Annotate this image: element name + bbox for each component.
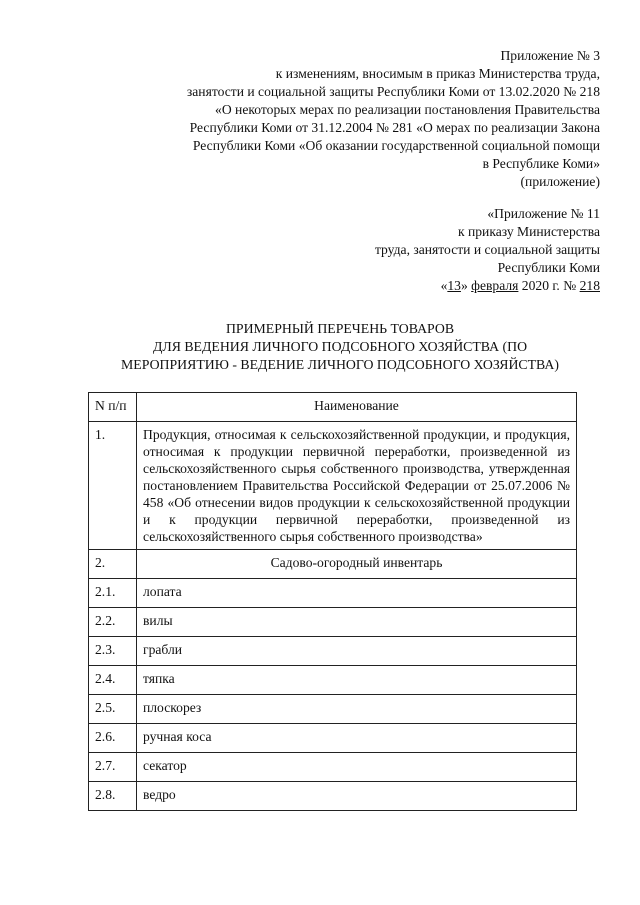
appendix-line: в Республике Коми» bbox=[482, 156, 600, 171]
table-row bbox=[89, 782, 577, 811]
reference-line: «Приложение № 11 bbox=[487, 206, 600, 221]
table-row bbox=[89, 753, 577, 782]
header-num: N п/п bbox=[89, 393, 137, 422]
appendix-line: занятости и социальной защиты Республики Коми от 13.02.2020 № 218 bbox=[186, 84, 600, 99]
order-number: 218 bbox=[579, 278, 600, 293]
row-text: лопата bbox=[137, 579, 577, 608]
appendix-line: к изменениям, вносимым в приказ Министерства труда, bbox=[275, 66, 600, 81]
row-num: 2.5. bbox=[89, 695, 137, 724]
table-row bbox=[89, 550, 577, 579]
appendix-line: Приложение № 3 bbox=[500, 48, 600, 63]
table-row bbox=[89, 724, 577, 753]
title-line: ПРИМЕРНЫЙ ПЕРЕЧЕНЬ ТОВАРОВ bbox=[225, 321, 455, 336]
goods-table bbox=[88, 392, 577, 811]
date-close-quote: » bbox=[460, 278, 472, 293]
appendix-line: «О некоторых мерах по реализации постановления Правительства bbox=[215, 102, 600, 117]
table-header-row bbox=[89, 393, 577, 422]
row-text: плоскорез bbox=[137, 695, 577, 724]
order-reference bbox=[375, 205, 600, 295]
table-row bbox=[89, 637, 577, 666]
row-num: 2. bbox=[89, 550, 137, 579]
reference-line: труда, занятости и социальной защиты bbox=[374, 242, 600, 257]
appendix-line: (приложение) bbox=[520, 174, 600, 189]
table-row bbox=[89, 579, 577, 608]
document-title bbox=[90, 320, 590, 374]
row-num: 2.3. bbox=[89, 637, 137, 666]
table-row bbox=[89, 666, 577, 695]
row-text: ведро bbox=[137, 782, 577, 811]
date-open-quote: « bbox=[440, 278, 448, 293]
date-day: 13 bbox=[447, 278, 461, 293]
row-num: 2.6. bbox=[89, 724, 137, 753]
table-row bbox=[89, 695, 577, 724]
row-num: 2.7. bbox=[89, 753, 137, 782]
row-text: вилы bbox=[137, 608, 577, 637]
appendix-line: Республики Коми от 31.12.2004 № 281 «О мерах по реализации Закона bbox=[189, 120, 600, 135]
reference-date-line bbox=[375, 277, 600, 295]
date-year: 2020 г. № bbox=[518, 278, 580, 293]
reference-line: к приказу Министерства bbox=[457, 224, 600, 239]
appendix-line: Республики Коми «Об оказании государственной социальной помощи bbox=[192, 138, 600, 153]
row-num: 2.8. bbox=[89, 782, 137, 811]
reference-line: Республики Коми bbox=[497, 260, 600, 275]
table-row bbox=[89, 422, 577, 550]
row-text: Продукция, относимая к сельскохозяйственной продукции, и продукция, относимая к продукции первичной переработки, произведенной из сельскохозяйственного сырья собственного производства, утвержденная постановлением Правительства Российской Федерации от 25.07.2006 № 458 «Об отнесении видов продукции к сельскохозяйственной продукции и к продукции первичной переработки, произведенной из сельскохозяйственного сырья собственного производства» bbox=[137, 422, 577, 550]
row-section-title: Садово-огородный инвентарь bbox=[137, 550, 577, 579]
row-num: 2.1. bbox=[89, 579, 137, 608]
title-line: ДЛЯ ВЕДЕНИЯ ЛИЧНОГО ПОДСОБНОГО ХОЗЯЙСТВА (ПО bbox=[152, 339, 528, 354]
table-row bbox=[89, 608, 577, 637]
row-num: 2.4. bbox=[89, 666, 137, 695]
row-text: ручная коса bbox=[137, 724, 577, 753]
row-text: тяпка bbox=[137, 666, 577, 695]
row-text: секатор bbox=[137, 753, 577, 782]
title-line: МЕРОПРИЯТИЮ - ВЕДЕНИЕ ЛИЧНОГО ПОДСОБНОГО ХОЗЯЙСТВА) bbox=[121, 357, 559, 372]
row-num: 1. bbox=[89, 422, 137, 550]
date-month: февраля bbox=[471, 278, 519, 293]
appendix-header bbox=[187, 47, 600, 191]
row-text: грабли bbox=[137, 637, 577, 666]
row-num: 2.2. bbox=[89, 608, 137, 637]
header-name: Наименование bbox=[137, 393, 577, 422]
